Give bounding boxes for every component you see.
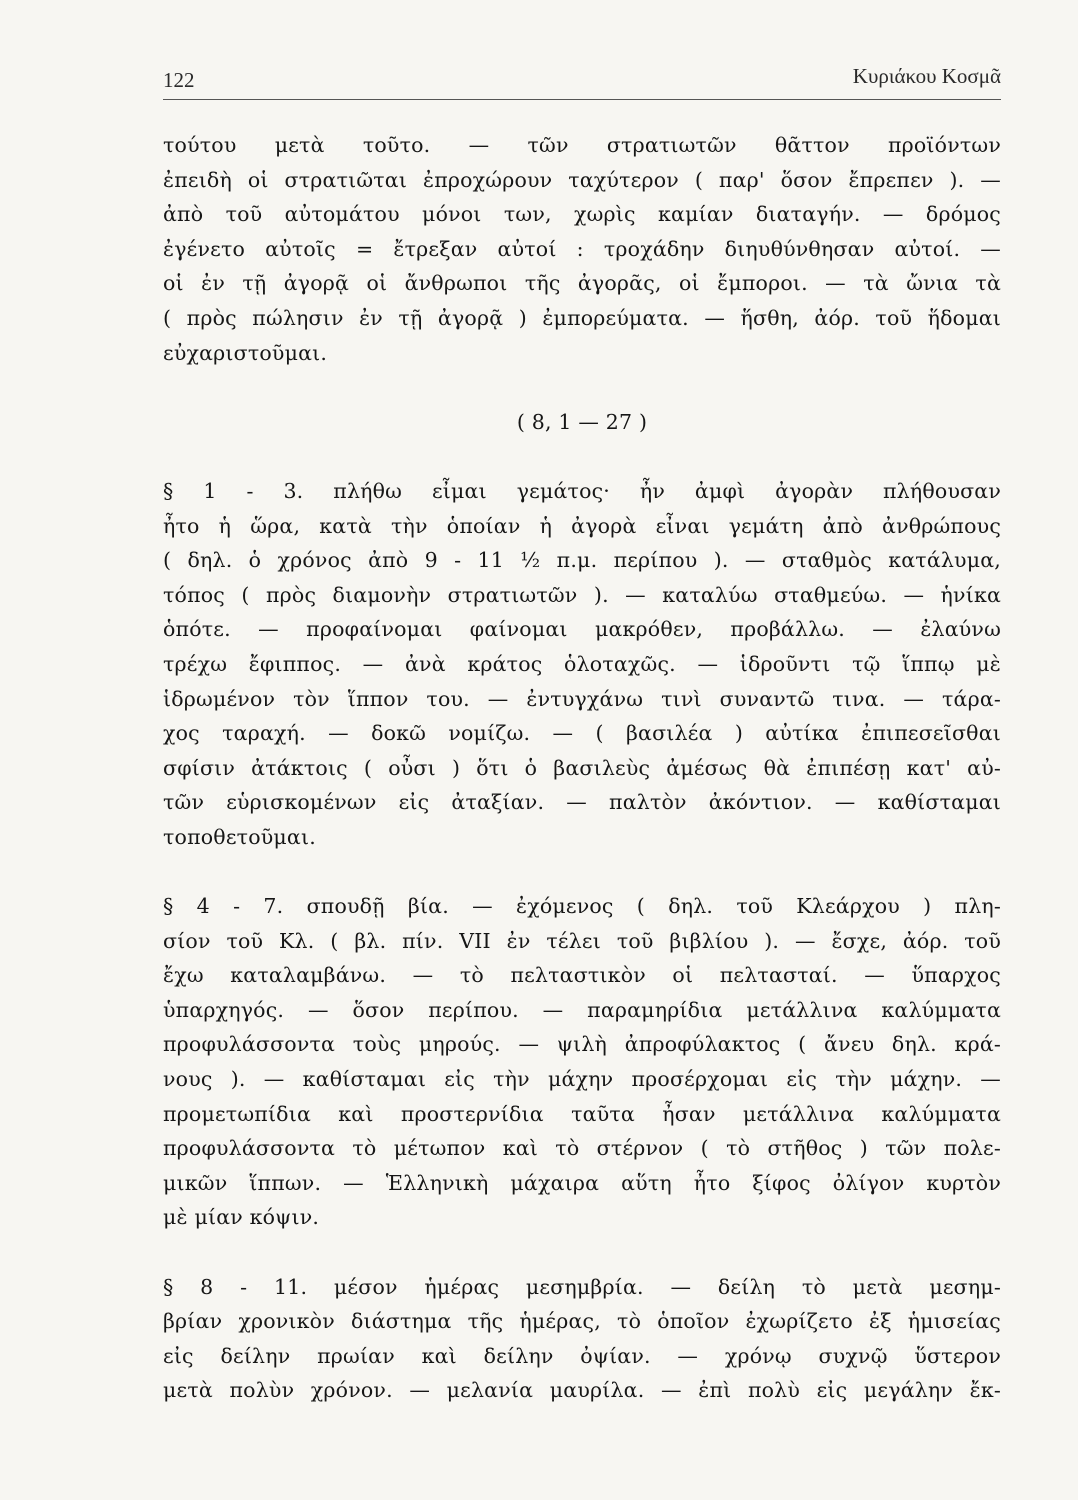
text-line: προμετωπίδια καὶ προστερνίδια ταῦτα ἦσαν μετάλλινα καλύμματα (163, 1101, 1001, 1126)
text-line: χος ταραχή. — δοκῶ νομίζω. — ( βασιλέα ) αὐτίκα ἐπιπεσεῖσθαι (163, 721, 1001, 746)
blank-line (163, 854, 1001, 889)
text-line: ὁπότε. — προφαίνομαι φαίνομαι μακρόθεν, προβάλλω. — ἐλαύνω (163, 617, 1001, 642)
text-line: ἀπὸ τοῦ αὐτομάτου μόνοι των, χωρὶς καμίαν διαταγήν. — δρόμος (163, 202, 1001, 227)
text-line: τούτου μετὰ τοῦτο. — τῶν στρατιωτῶν θᾶττον προϊόντων (163, 133, 1001, 157)
text-line: ἐπειδὴ οἱ στρατιῶται ἐπροχώρουν ταχύτερον ( παρ' ὅσον ἔπρεπεν ). — (163, 167, 1001, 192)
text-line: ( δηλ. ὁ χρόνος ἀπὸ 9 - 11 ½ π.μ. περίπου ). — σταθμὸς κατάλυμα, (163, 548, 1001, 573)
text-line: τρέχω ἔφιππος. — ἀνὰ κράτος ὁλοταχῶς. — ἱδροῦντι τῷ ἵππῳ μὲ (163, 651, 1001, 676)
running-head (163, 62, 1001, 96)
text-line: προφυλάσσοντα τὸ μέτωπον καὶ τὸ στέρνον ( τὸ στῆθος ) τῶν πολε- (163, 1136, 1001, 1161)
running-head-author: Κυριάκου Κοσμᾶ (852, 64, 1001, 88)
blank-line (163, 1235, 1001, 1270)
text-line: ἐγένετο αὐτοῖς = ἔτρεξαν αὐτοί : τροχάδην διηυθύνθησαν αὐτοί. — (163, 236, 1001, 261)
text-line: σφίσιν ἀτάκτοις ( οὖσι ) ὅτι ὁ βασιλεὺς ἀμέσως θὰ ἐπιπέσῃ κατ' αὐ- (163, 755, 1001, 780)
text-line: ἱδρωμένον τὸν ἵππον του. — ἐντυγχάνω τινὶ συναντῶ τινα. — τάρα- (163, 686, 1001, 711)
commentary-text (163, 128, 1001, 1408)
text-line: ἔχω καταλαμβάνω. — τὸ πελταστικὸν οἱ πελτασταί. — ὕπαρχος (163, 963, 1001, 988)
text-line: εὐχαριστοῦμαι. (163, 340, 328, 365)
text-line: § 8 - 11. μέσον ἡμέρας μεσημβρία. — δείλη τὸ μετὰ μεσημ- (163, 1274, 1001, 1299)
text-line: § 4 - 7. σπουδῇ βία. — ἐχόμενος ( δηλ. τοῦ Κλεάρχου ) πλη- (163, 894, 1001, 919)
blank-line (163, 439, 1001, 474)
text-line: ( πρὸς πώλησιν ἐν τῇ ἀγορᾷ ) ἐμπορεύματα. — ἥσθη, ἀόρ. τοῦ ἥδομαι (163, 305, 1001, 330)
text-line: τῶν εὑρισκομένων εἰς ἀταξίαν. — παλτὸν ἀκόντιον. — καθίσταμαι (163, 790, 1001, 815)
text-line: εἰς δείλην πρωίαν καὶ δείλην ὀψίαν. — χρόνῳ συχνῷ ὕστερον (163, 1343, 1001, 1368)
text-line: τόπος ( πρὸς διαμονὴν στρατιωτῶν ). — καταλύω σταθμεύω. — ἡνίκα (163, 582, 1001, 607)
header-rule (163, 99, 1001, 100)
text-line: τοποθετοῦμαι. (163, 824, 316, 849)
text-line: βρίαν χρονικὸν διάστημα τῆς ἡμέρας, τὸ ὁποῖον ἐχωρίζετο ἐξ ἡμισείας (163, 1309, 1001, 1334)
text-line: προφυλάσσοντα τοὺς μηρούς. — ψιλὴ ἀπροφύλακτος ( ἄνευ δηλ. κρά- (163, 1032, 1001, 1057)
text-line: σίον τοῦ Κλ. ( βλ. πίν. VII ἐν τέλει τοῦ βιβλίου ). — ἔσχε, ἀόρ. τοῦ (163, 928, 1001, 953)
page-number: 122 (163, 68, 195, 92)
text-line: νους ). — καθίσταμαι εἰς τὴν μάχην προσέρχομαι εἰς τὴν μάχην. — (163, 1067, 1001, 1092)
text-line: οἱ ἐν τῇ ἀγορᾷ οἱ ἄνθρωποι τῆς ἀγορᾶς, οἱ ἔμποροι. — τὰ ὤνια τὰ (163, 271, 1001, 296)
text-line: ἦτο ἡ ὥρα, κατὰ τὴν ὁποίαν ἡ ἀγορὰ εἶναι γεμάτη ἀπὸ ἀνθρώπους (163, 513, 1001, 538)
text-line: μικῶν ἵππων. — Ἑλληνικὴ μάχαιρα αὕτη ἦτο ξίφος ὀλίγον κυρτὸν (163, 1170, 1001, 1195)
blank-line (163, 370, 1001, 405)
text-line: ὑπαρχηγός. — ὅσον περίπου. — παραμηρίδια μετάλλινα καλύμματα (163, 997, 1001, 1022)
section-heading: ( 8, 1 — 27 ) (516, 409, 648, 434)
text-line: μὲ μίαν κόψιν. (163, 1205, 320, 1230)
text-line: μετὰ πολὺν χρόνον. — μελανία μαυρίλα. — ἐπὶ πολὺ εἰς μεγάλην ἔκ- (163, 1378, 1001, 1403)
text-line: § 1 - 3. πλήθω εἶμαι γεμάτος· ἦν ἀμφὶ ἀγορὰν πλήθουσαν (163, 478, 1001, 503)
